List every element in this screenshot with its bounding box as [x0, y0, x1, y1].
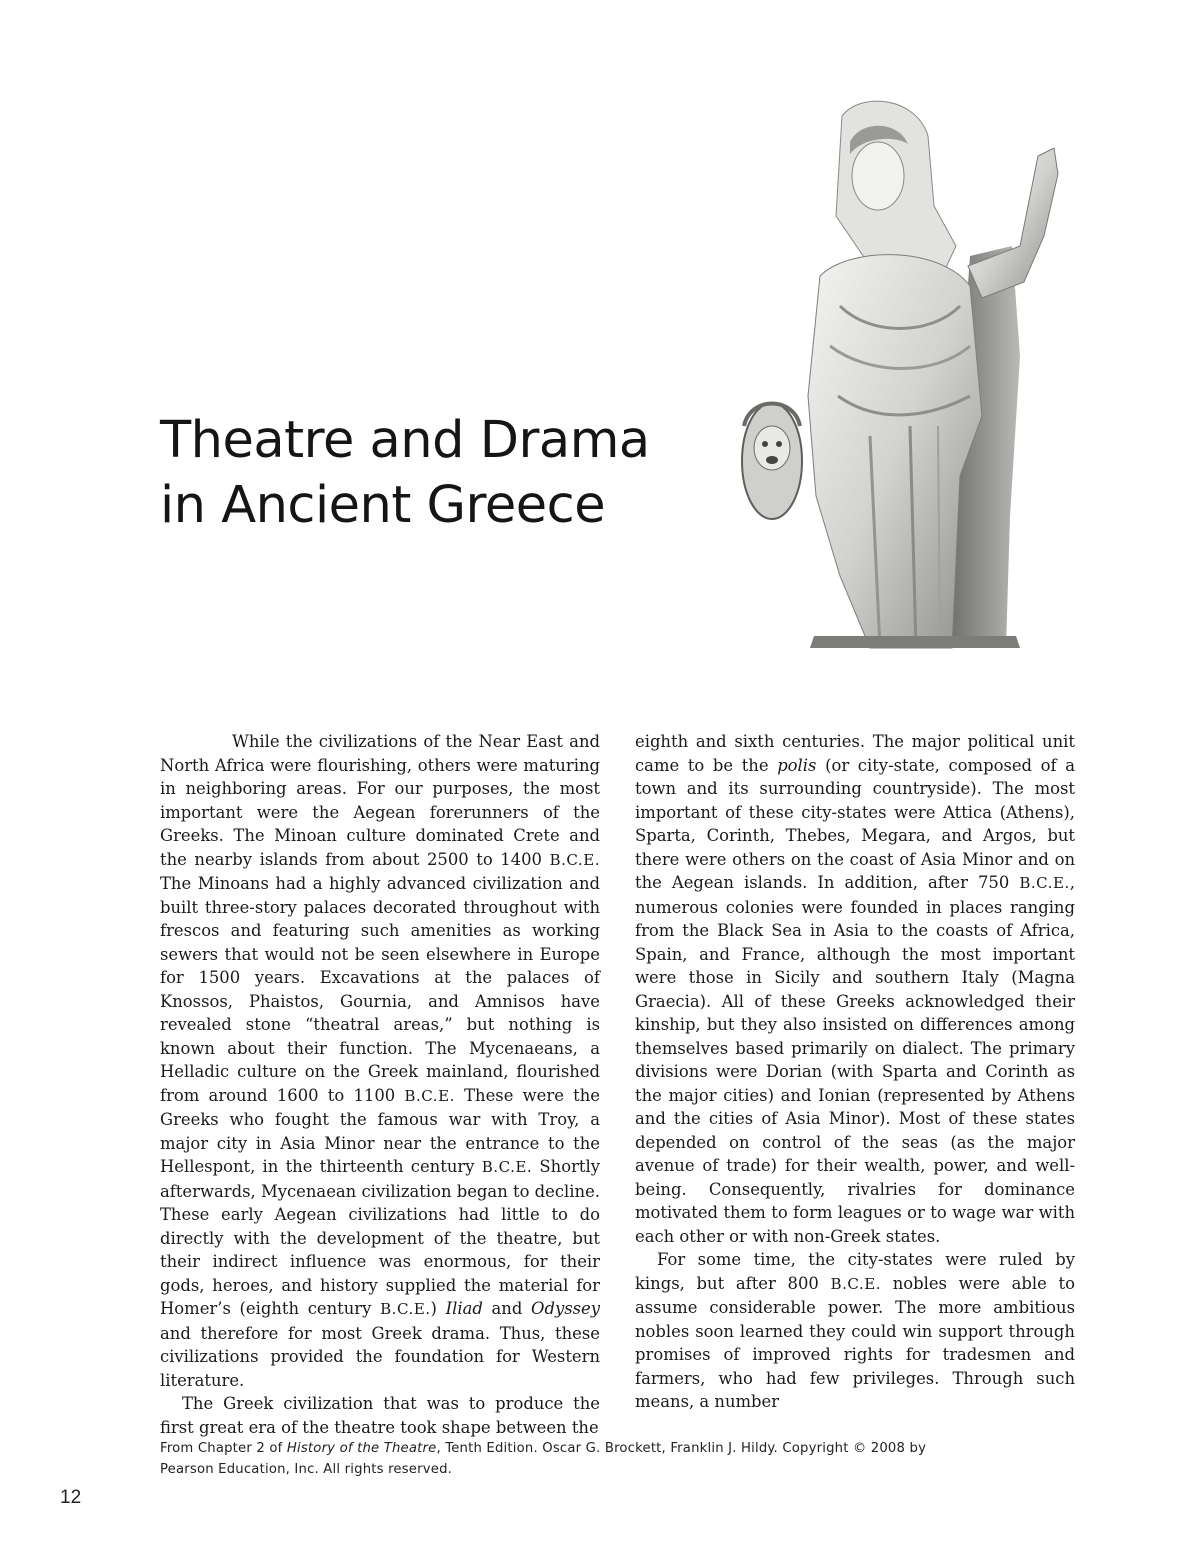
chapter-title — [160, 408, 720, 538]
source-credit — [160, 1438, 1020, 1480]
paragraph: The Greek civilization that was to produce the first great era of the theatre took shape between the — [160, 1394, 600, 1437]
paragraph: For some time, the city-states were ruled by kings, but after 800 B.C.E. nobles were able to assume considerable power. The more ambitious nobles soon learned they could win support through promises of improved rights for tradesmen and farmers, who had few privileges. Through such means, a number — [635, 1250, 1075, 1411]
paragraph: While the civilizations of the Near East and North Africa were flourishing, others were maturing in neighboring areas. For our purposes, the most important were the Aegean forerunners of the Greeks. The Minoan culture dominated Crete and the nearby islands from about 2500 to 1400 B.C.E. The Minoans had a highly advanced civilization and built three-story palaces decorated throughout with frescos and featuring such amenities as working sewers that would not be seen elsewhere in Europe for 1500 years. Excavations at the palaces of Knossos, Phaistos, Gournia, and Amnisos have revealed stone “theatral areas,” but nothing is known about their function. The Mycenaeans, a Helladic culture on the Greek mainland, flourished from around 1600 to 1100 B.C.E. These were the Greeks who fought the famous war with Troy, a major city in Asia Minor near the entrance to the Hellespont, in the thirteenth century B.C.E. Shortly afterwards, Mycenaean civilization began to decline. These early Aegean civilizations had little to do directly with the development of the theatre, but their indirect influence was enormous, for their gods, heroes, and history supplied the material for Homer’s (eighth century B.C.E.) Iliad and Odyssey and therefore for most Greek drama. Thus, these civilizations provided the foundation for Western literature. — [160, 732, 601, 1390]
statue-photo-icon — [720, 96, 1060, 652]
paragraph: eighth and sixth centuries. The major political unit came to be the polis (or city-state, composed of a town and its surrounding countryside). The most important of these city-states were Attica (Athens), Sparta, Corinth, Thebes, Megara, and Argos, but there were others on the coast of Asia Minor and on the Aegean islands. In addition, after 750 B.C.E., numerous colonies were founded in places ranging from the Black Sea in Asia to the coasts of Africa, Spain, and France, although the most important were those in Sicily and southern Italy (Magna Graecia). All of these Greeks acknowledged their kinship, but they also insisted on differences among themselves based primarily on dialect. The primary divisions were Dorian (with Sparta and Corinth as the major cities) and Ionian (represented by Athens and the cities of Asia Minor). Most of these states depended on control of the seas (as the major avenue of trade) for their wealth, power, and well-being. Consequently, rivalries for dominance motivated them to form leagues or to wage war with each other or with non-Greek states. — [635, 732, 1076, 1246]
credit-line-1: From Chapter 2 of History of the Theatre, Tenth Edition. Oscar G. Brockett, Franklin J. Hildy. Copyright © 2008 by — [160, 1441, 927, 1456]
body-column-right — [635, 730, 1075, 1414]
body-column-left — [160, 730, 600, 1439]
page-number: 12 — [60, 1487, 82, 1508]
chapter-title-line-1: Theatre and Drama — [160, 411, 650, 470]
chapter-title-line-2: in Ancient Greece — [160, 476, 606, 535]
credit-line-2: Pearson Education, Inc. All rights reserved. — [160, 1462, 453, 1477]
